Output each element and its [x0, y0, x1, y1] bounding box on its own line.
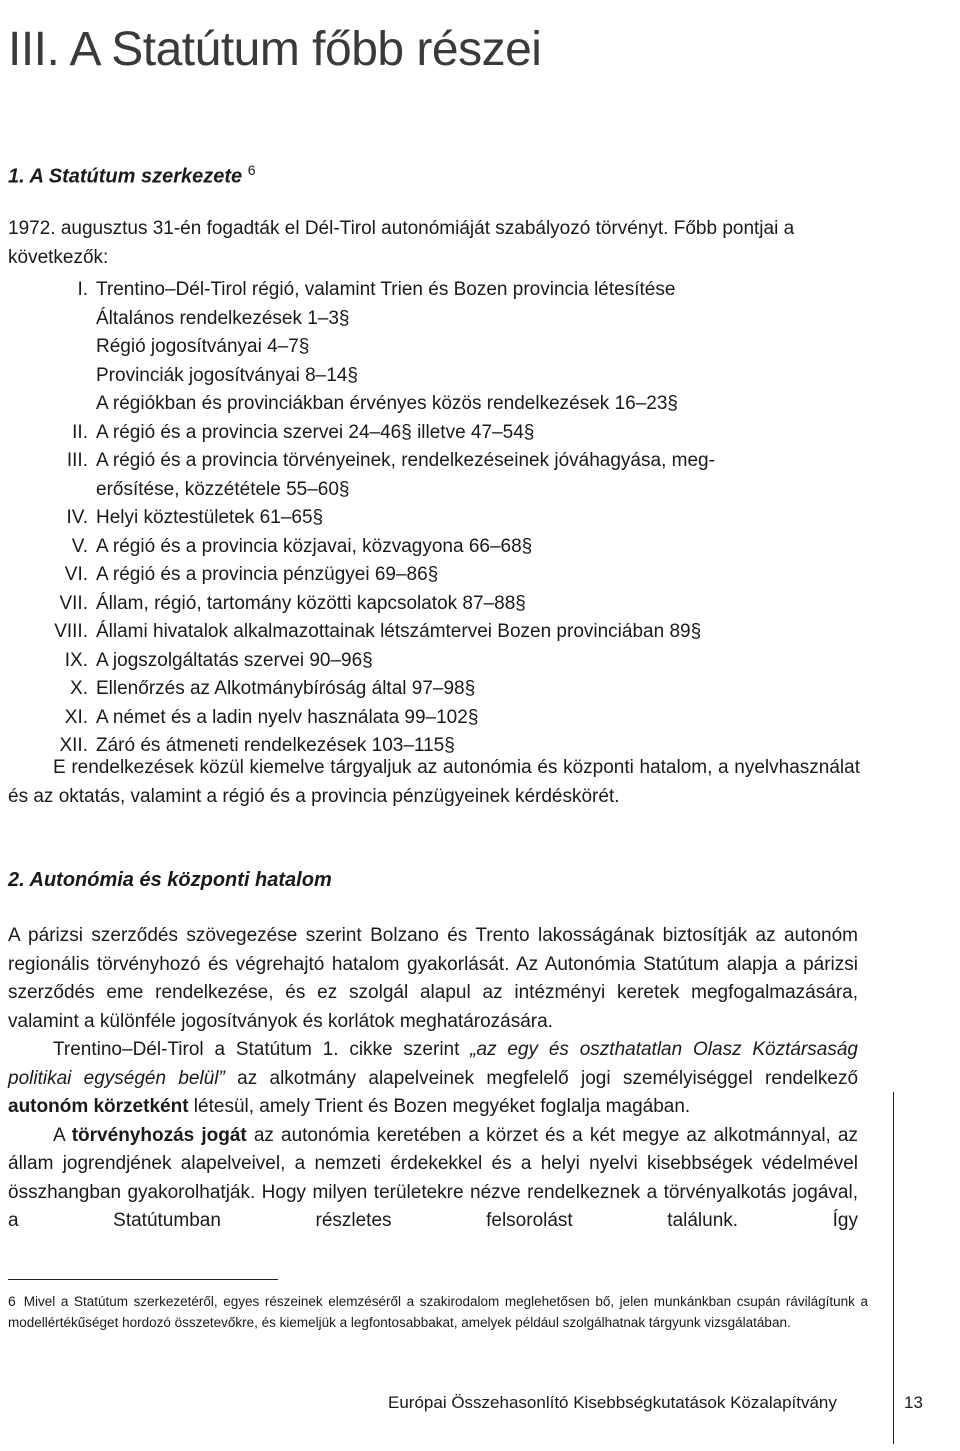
toc-item-number: XII. — [59, 735, 88, 756]
toc-item-line: A német és a ladin nyelv használata 99–102§ — [96, 706, 479, 728]
page-number: 13 — [904, 1393, 923, 1412]
toc-item-text — [96, 704, 826, 733]
toc-item — [8, 704, 878, 733]
footnote — [8, 1291, 868, 1333]
toc-item — [8, 447, 878, 504]
toc-item-text — [96, 447, 826, 504]
toc-item-number: IV. — [66, 507, 88, 528]
toc-item-line: A régió és a provincia szervei 24–46§ illetve 47–54§ — [96, 421, 535, 443]
toc-item-number: II. — [72, 421, 88, 443]
toc-item-text — [96, 647, 826, 676]
toc-item-number: VII. — [59, 592, 88, 614]
toc-item-text — [96, 504, 826, 533]
toc-item-text — [96, 675, 826, 704]
section-1-heading-text: 1. A Statútum szerkezete — [8, 165, 243, 188]
toc-item-line: Trentino–Dél-Tirol régió, valamint Trien és Bozen provincia létesítése — [96, 279, 676, 300]
footnote-divider — [8, 1279, 278, 1280]
footer-publisher: Európai Összehasonlító Kisebbségkutatások Közalapítvány — [388, 1393, 837, 1412]
toc-item-text — [96, 590, 826, 619]
footnote-reference: 6 — [247, 162, 256, 178]
toc-item-number: IX. — [64, 649, 88, 671]
paragraph-1: A párizsi szerződés szövegezése szerint Bolzano és Trento lakosságának biztosítják az autonóm regionális törvényhozó és végrehajtó hatalom gyakorlását. Az Autonómia Statútum alapja a párizsi szerződés eme rendelkezése, és ez szolgál alapul az intézményi keretek megfogalmazására, valamint a különféle jogosítványok és korlátok meghatározására. — [8, 925, 858, 1032]
toc-item — [8, 276, 878, 419]
toc-item-text — [96, 276, 826, 419]
statute-structure-list — [8, 276, 878, 761]
footnote-mark: 6 — [8, 1293, 16, 1309]
section-2-body — [8, 922, 858, 1236]
toc-item — [8, 533, 878, 562]
toc-item-number: X. — [70, 678, 88, 699]
toc-item-text — [96, 419, 826, 448]
toc-item — [8, 561, 878, 590]
toc-item-line: A régió és a provincia törvényeinek, rendelkezéseinek jóváhagyása, meg- — [96, 450, 715, 471]
toc-item — [8, 675, 878, 704]
toc-item-line: Állami hivatalok alkalmazottainak létszámtervei Bozen provinciában 89§ — [96, 621, 702, 642]
toc-item-number: VIII. — [54, 621, 88, 642]
toc-item-number: VI. — [64, 564, 88, 585]
toc-item-line: Záró és átmeneti rendelkezések 103–115§ — [96, 735, 455, 756]
toc-item-line: A jogszolgáltatás szervei 90–96§ — [96, 649, 373, 671]
toc-item — [8, 590, 878, 619]
paragraph-2-quote: „az egy és oszthatatlan Olasz Köztársaság politikai egységén belül” — [8, 1039, 858, 1089]
paragraph-2 — [8, 1036, 858, 1122]
closing-paragraph: E rendelkezések közül kiemelve tárgyaljuk az autonómia és központi hatalom, a nyelvhasználat és az oktatás, valamint a régió és a provincia pénzügyeinek kérdéskörét. — [8, 757, 860, 807]
toc-item — [8, 419, 878, 448]
toc-item-line: Provinciák jogosítványai 8–14§ — [96, 364, 358, 386]
intro-paragraph: 1972. augusztus 31-én fogadták el Dél-Tirol autonómiáját szabályozó törvényt. Főbb pontjai a következők: — [8, 218, 795, 268]
toc-item-line: A régió és a provincia közjavai, közvagyona 66–68§ — [96, 535, 533, 557]
paragraph-2-bold: autonóm körzetként — [8, 1096, 189, 1117]
paragraph-2-text-c: létesül, amely Trient és Bozen megyéket foglalja magában. — [188, 1096, 691, 1117]
toc-item-line: Általános rendelkezések 1–3§ — [96, 307, 350, 329]
paragraph-3-text-a: A — [53, 1124, 72, 1146]
toc-item-line: Régió jogosítványai 4–7§ — [96, 336, 310, 357]
toc-item-number: V. — [71, 535, 88, 557]
paragraph-3-bold: törvényhozás jogát — [71, 1124, 247, 1146]
paragraph-3 — [8, 1122, 858, 1236]
toc-item-line: A régió és a provincia pénzügyei 69–86§ — [96, 564, 439, 585]
margin-rule — [893, 1092, 894, 1444]
toc-item-line: Helyi köztestületek 61–65§ — [96, 507, 324, 528]
toc-item-text — [96, 618, 826, 647]
toc-item-text — [96, 561, 826, 590]
section-1-heading — [8, 162, 256, 189]
toc-item-line: Ellenőrzés az Alkotmánybíróság által 97–98§ — [96, 678, 476, 699]
toc-item-line: Állam, régió, tartomány közötti kapcsolatok 87–88§ — [96, 592, 526, 614]
toc-item-line: erősítése, közzététele 55–60§ — [96, 478, 350, 500]
section-2-heading: 2. Autonómia és központi hatalom — [8, 869, 332, 891]
toc-item — [8, 647, 878, 676]
toc-item-text — [96, 533, 826, 562]
paragraph-2-text-a: Trentino–Dél-Tirol a Statútum 1. cikke szerint — [53, 1039, 471, 1060]
section-1-closing — [8, 754, 860, 811]
paragraph-3-text-b: az autonómia keretében a körzet és a két megye az alkotmánnyal, az állam jogrendjének alapelveivel, a nemzeti érdekekkel és a helyi nyelvi kisebbségek védelmével összhangban gyakorolhatják. Hogy milyen területekre nézve rendelkeznek a törvényalkotás jogával, a Statútumban részletes felsorolást találunk. Így — [8, 1124, 858, 1231]
toc-item — [8, 504, 878, 533]
toc-item — [8, 618, 878, 647]
toc-item-line: A régiókban és provinciákban érvényes közös rendelkezések 16–23§ — [96, 393, 678, 414]
page-title: III. A Statútum főbb részei — [8, 23, 542, 76]
toc-item-number: XI. — [64, 706, 88, 728]
footnote-text: Mivel a Statútum szerkezetéről, egyes részeinek elemzéséről a szakirodalom meglehetősen bő, jelen munkánkban csupán rávilágítunk a modellértékűséget hordozó összetevőkre, és kiemeljük a legfontosabbakat, amelyek például szolgálhatnak tárgyunk vizsgálatában. — [8, 1294, 868, 1330]
paragraph-2-text-b: az alkotmány alapelveinek megfelelő jogi személyiséggel rendelkező — [224, 1067, 859, 1089]
toc-item-number: I. — [77, 279, 88, 300]
toc-item-number: III. — [66, 450, 88, 471]
